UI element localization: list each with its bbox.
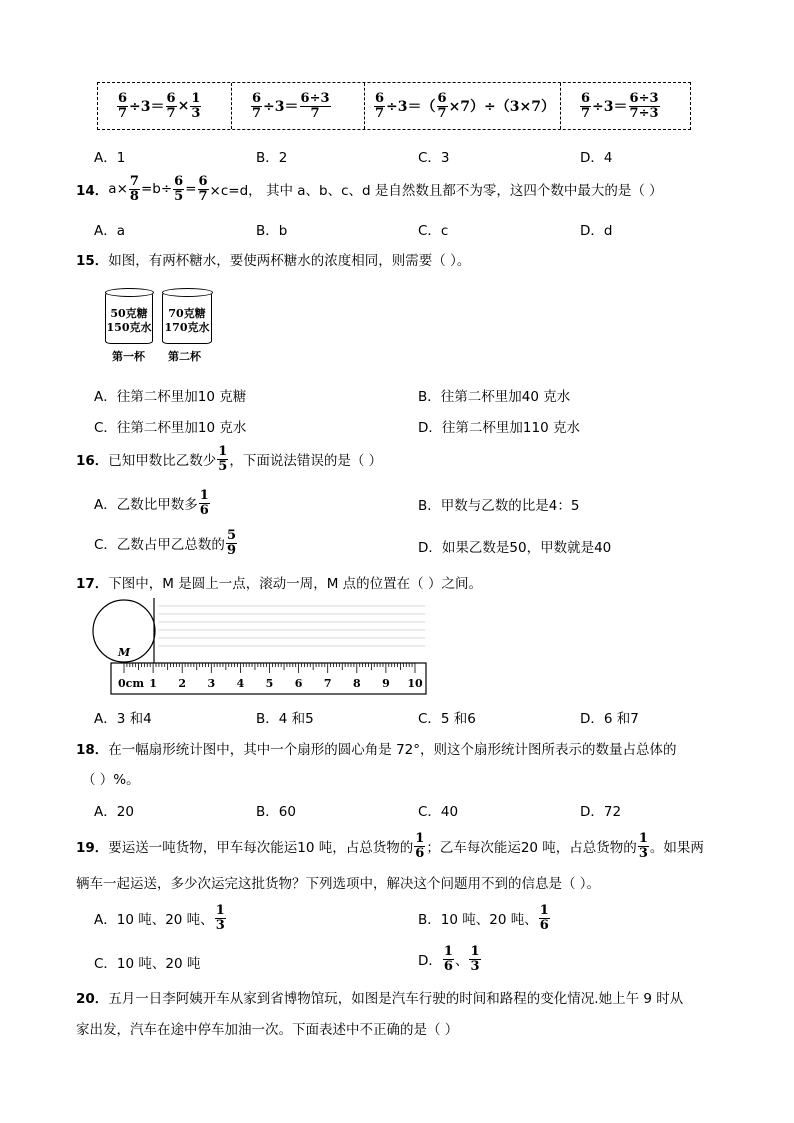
fraction-denominator: 8 [129,188,139,204]
question-text: ，下面说法错误的是（ ） [229,453,383,469]
q13-method-4 [560,83,687,129]
q14-option-c[interactable]: C．c [418,223,449,239]
fraction-denominator: 5 [218,458,228,474]
fraction-denominator: 6 [539,917,549,933]
fraction-denominator: 7 [310,105,320,121]
question-number: 15． [76,253,109,269]
ruler-label: 7 [323,677,332,690]
ruler-label: 10 [407,677,423,690]
fraction-numerator: 1 [191,90,201,106]
fraction-denominator: 3 [470,958,480,974]
q13-methods-box [97,82,691,130]
fraction-numerator: 1 [199,487,209,503]
operator: ÷3＝ [592,99,628,115]
question-text: 在一幅扇形统计图中，其中一个扇形的圆心角是 72°，则这个扇形统计图所表示的数量占总体的 [108,742,677,758]
fraction-numerator: 1 [415,830,425,846]
fraction-numerator: 6÷3 [629,90,659,106]
fraction-numerator: 6 [174,173,184,189]
fraction-numerator: 7 [129,173,139,189]
question-text: ；乙车每次能运20 吨，占总货物的 [426,840,637,856]
q18-option-a[interactable]: A．20 [94,804,134,820]
q17-option-a[interactable]: A．3 和4 [94,711,152,727]
question-number: 19． [76,840,109,856]
q13-option-d[interactable]: D．4 [580,150,613,166]
rolling-circle-figure [90,596,435,698]
operator: ÷3＝ [263,99,299,115]
q16-option-a[interactable] [94,486,211,520]
q13-option-a[interactable]: A．1 [94,150,126,166]
q19-option-d[interactable] [418,942,482,976]
q18-option-b[interactable]: B．60 [256,804,296,820]
question-number: 16． [76,453,109,469]
fraction-denominator: 9 [226,542,236,558]
q20-question-line2: 家出发，汽车在途中停车加油一次。下面表述中不正确的是（ ） [76,1022,459,1038]
fraction-denominator: 6 [415,845,425,861]
question-text: 要运送一吨货物，甲车每次能运10 吨，占总货物的 [108,840,414,856]
fraction-denominator: 7÷3 [629,105,659,121]
fraction-denominator: 3 [215,917,225,933]
cup-sugar-text: 50克糖 [110,307,148,320]
fraction-numerator: 1 [539,902,549,918]
fraction-denominator: 7 [252,105,262,121]
fraction-numerator: 6 [437,90,447,106]
fraction-numerator: 6÷3 [300,90,330,106]
cup-water-text: 170克水 [164,321,210,334]
question-number: 17． [76,576,109,592]
fraction-denominator: 7 [437,105,447,121]
q19-option-b[interactable] [418,901,551,935]
ruler-label: 6 [294,677,303,690]
fraction-denominator: 5 [174,188,184,204]
q15-question [76,249,470,269]
q17-option-c[interactable]: C．5 和6 [418,711,476,727]
fraction-numerator: 1 [215,902,225,918]
question-text: =b÷ [140,181,173,197]
ruler-label: 9 [382,677,390,690]
fraction-numerator: 6 [375,90,385,106]
q17-option-b[interactable]: B．4 和5 [256,711,314,727]
question-text: 五月一日李阿姨开车从家到省博物馆玩，如图是汽车行驶的时间和路程的变化情况.她上午 9 时从 [108,991,684,1007]
fraction-denominator: 7 [166,105,176,121]
fraction-numerator: 1 [218,443,228,459]
fraction-numerator: 1 [470,943,480,959]
question-text: = [185,181,197,197]
cup-1 [105,292,153,344]
q18-option-c[interactable]: C．40 [418,804,459,820]
option-text: A．10 吨、20 吨、 [94,912,214,928]
cup-1-label: 第一杯 [112,350,145,363]
q17-question [76,572,482,592]
q14-option-b[interactable]: B．b [256,223,288,239]
q13-method-1 [98,83,231,129]
question-text: 如图，有两杯糖水，要使两杯糖水的浓度相同，则需要（ ）。 [108,253,471,269]
q15-option-d[interactable]: D．往第二杯里加110 克水 [418,420,580,436]
q13-method-3 [364,83,560,129]
q17-option-d[interactable]: D．6 和7 [580,711,639,727]
cup-2-label: 第二杯 [168,350,201,363]
q15-option-b[interactable]: B．往第二杯里加40 克水 [418,389,571,405]
q13-method-2 [231,83,364,129]
fraction-denominator: 7 [375,105,385,121]
fraction-denominator: 7 [581,105,591,121]
q18-option-d[interactable]: D．72 [580,804,622,820]
fraction-denominator: 7 [118,105,128,121]
q19-option-c[interactable]: C．10 吨、20 吨 [94,956,201,972]
fraction-numerator: 6 [581,90,591,106]
q14-question [76,172,663,206]
fraction-denominator: 6 [199,502,209,518]
fraction-numerator: 1 [443,943,453,959]
ruler-label: 1 [149,677,157,690]
q16-option-b[interactable]: B．甲数与乙数的比是4：5 [418,498,580,514]
q14-option-d[interactable]: D．d [580,223,613,239]
q14-option-a[interactable]: A．a [94,223,126,239]
q15-option-c[interactable]: C．往第二杯里加10 克水 [94,420,247,436]
operator: ÷3＝（ [386,99,436,115]
ruler-label: 8 [352,677,361,690]
question-text: 已知甲数比乙数少 [108,453,217,469]
fraction-numerator: 6 [118,90,128,106]
operator: ×7）÷（3×7） [448,99,555,115]
fraction-numerator: 1 [638,830,648,846]
q13-option-c[interactable]: C．3 [418,150,450,166]
question-number: 20． [76,991,109,1007]
cup-water-text: 150克水 [106,321,152,334]
q18-question-line2: （ ）%。 [82,772,140,788]
q15-option-a[interactable]: A．往第二杯里加10 克糖 [94,389,247,405]
q13-option-b[interactable]: B．2 [256,150,288,166]
q16-question [76,442,382,476]
operator: × [177,98,190,114]
question-number: 18． [76,742,109,758]
option-text: B．10 吨、20 吨、 [418,912,538,928]
ruler-label: 2 [178,677,187,690]
q20-question [76,987,683,1007]
question-text: 。如果两 [649,840,704,856]
option-text: C．乙数占甲乙总数的 [94,537,225,553]
cup-2 [162,292,212,344]
question-text: 下图中，M 是圆上一点，滚动一周，M 点的位置在（ ）之间。 [108,576,482,592]
ruler-label: 5 [265,677,274,690]
q16-option-d[interactable]: D．如果乙数是50，甲数就是40 [418,540,612,556]
fraction-numerator: 6 [166,90,176,106]
fraction-denominator: 3 [191,105,201,121]
option-text: 、 [454,953,469,969]
q19-question-line2: 辆车一起运送，多少次运完这批货物？下列选项中，解决这个问题用不到的信息是（ ）。 [76,876,601,892]
q19-option-a[interactable] [94,901,227,935]
fraction-denominator: 6 [443,958,453,974]
ruler-label: 3 [207,677,216,690]
option-text: D． [418,953,442,969]
q19-question [76,829,704,863]
option-text: A．乙数比甲数多 [94,497,198,513]
fraction-numerator: 5 [226,527,236,543]
question-text: a× [108,181,128,197]
fraction-numerator: 6 [198,173,208,189]
q16-option-c[interactable] [94,526,238,560]
cup-sugar-text: 70克糖 [168,307,206,320]
ruler-label: 0cm [118,677,144,690]
fraction-denominator: 3 [638,845,648,861]
fraction-denominator: 7 [198,188,208,204]
operator: ÷3＝ [129,99,165,115]
ruler-label: 4 [236,677,245,690]
question-number: 14． [76,183,109,199]
fraction-numerator: 6 [252,90,262,106]
point-m-label: M [118,646,131,659]
q18-question [76,738,677,758]
question-text: ×c=d， 其中 a、b、c、d 是自然数且都不为零，这四个数中最大的是（ ） [209,183,663,199]
